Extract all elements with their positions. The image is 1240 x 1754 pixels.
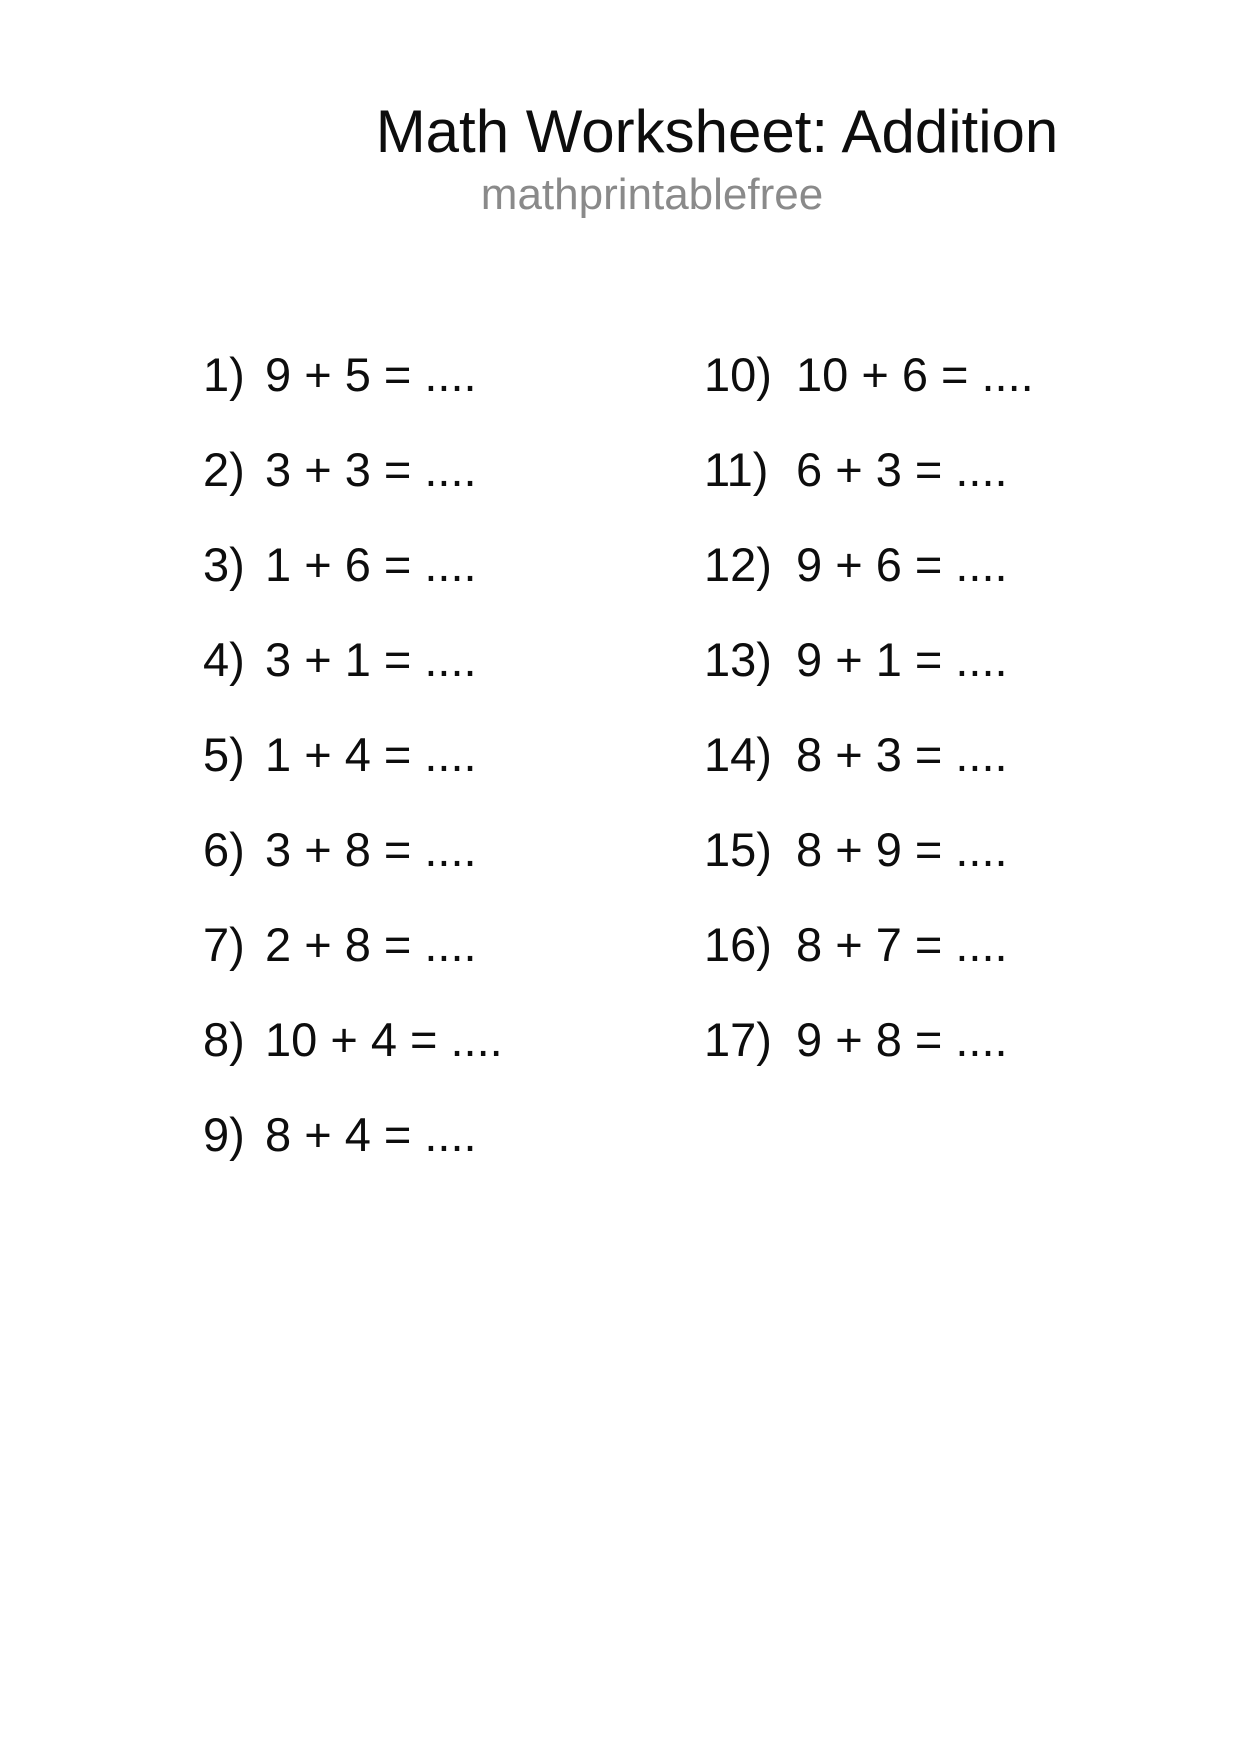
answer-blank: = .... [914, 728, 1008, 781]
problem-number: 6) [203, 823, 245, 876]
answer-blank: = .... [914, 538, 1008, 591]
answer-blank: = .... [383, 538, 477, 591]
problem-number: 16) [704, 918, 772, 971]
problem-row [704, 422, 1034, 517]
page-subtitle: mathprintablefree [480, 170, 824, 219]
problem-expression: 8 + 4 [265, 1108, 371, 1161]
problem-expression: 8 + 3 [796, 728, 902, 781]
answer-blank: = .... [383, 443, 477, 496]
problem-row [203, 612, 503, 707]
answer-blank: = .... [914, 633, 1008, 686]
problem-row [203, 992, 503, 1087]
answer-blank: = .... [914, 443, 1008, 496]
problem-number: 10) [704, 348, 772, 401]
problem-expression: 9 + 1 [796, 633, 902, 686]
answer-blank: = .... [914, 1013, 1008, 1066]
problem-expression: 9 + 6 [796, 538, 902, 591]
problem-number: 7) [203, 918, 245, 971]
problem-expression: 9 + 8 [796, 1013, 902, 1066]
problem-row [203, 422, 503, 517]
answer-blank: = .... [383, 918, 477, 971]
problem-expression: 9 + 5 [265, 348, 371, 401]
problem-row [704, 707, 1034, 802]
problem-number: 11) [704, 443, 769, 496]
problem-expression: 6 + 3 [796, 443, 902, 496]
problem-row [704, 897, 1034, 992]
problem-expression: 3 + 3 [265, 443, 371, 496]
problem-expression: 8 + 7 [796, 918, 902, 971]
problem-expression: 1 + 6 [265, 538, 371, 591]
problem-row [704, 517, 1034, 612]
problem-number: 5) [203, 728, 245, 781]
problem-row [203, 802, 503, 897]
problem-number: 12) [704, 538, 772, 591]
answer-blank: = .... [383, 823, 477, 876]
problem-row [203, 1087, 503, 1182]
answer-blank: = .... [914, 918, 1008, 971]
problem-expression: 8 + 9 [796, 823, 902, 876]
page-title: Math Worksheet: Addition [375, 98, 1059, 165]
problems-column-right [704, 327, 1034, 1087]
problems-column-left [203, 327, 503, 1182]
problem-row [704, 992, 1034, 1087]
problem-number: 15) [704, 823, 772, 876]
answer-blank: = .... [383, 1108, 477, 1161]
problem-number: 2) [203, 443, 245, 496]
problem-number: 14) [704, 728, 772, 781]
answer-blank: = .... [383, 348, 477, 401]
problem-expression: 1 + 4 [265, 728, 371, 781]
problem-expression: 2 + 8 [265, 918, 371, 971]
answer-blank: = .... [383, 633, 477, 686]
problem-expression: 3 + 1 [265, 633, 371, 686]
problem-number: 9) [203, 1108, 245, 1161]
problem-row [704, 327, 1034, 422]
problem-row [704, 802, 1034, 897]
problem-expression: 10 + 4 [265, 1013, 397, 1066]
problem-row [203, 897, 503, 992]
problem-number: 4) [203, 633, 245, 686]
problem-number: 13) [704, 633, 772, 686]
problem-row [203, 707, 503, 802]
answer-blank: = .... [383, 728, 477, 781]
answer-blank: = .... [940, 348, 1034, 401]
answer-blank: = .... [409, 1013, 503, 1066]
problem-expression: 3 + 8 [265, 823, 371, 876]
problem-row [203, 327, 503, 422]
problem-row [203, 517, 503, 612]
problem-number: 8) [203, 1013, 245, 1066]
problem-number: 1) [203, 348, 245, 401]
problem-expression: 10 + 6 [796, 348, 928, 401]
answer-blank: = .... [914, 823, 1008, 876]
problem-number: 3) [203, 538, 245, 591]
problem-row [704, 612, 1034, 707]
problem-number: 17) [704, 1013, 772, 1066]
